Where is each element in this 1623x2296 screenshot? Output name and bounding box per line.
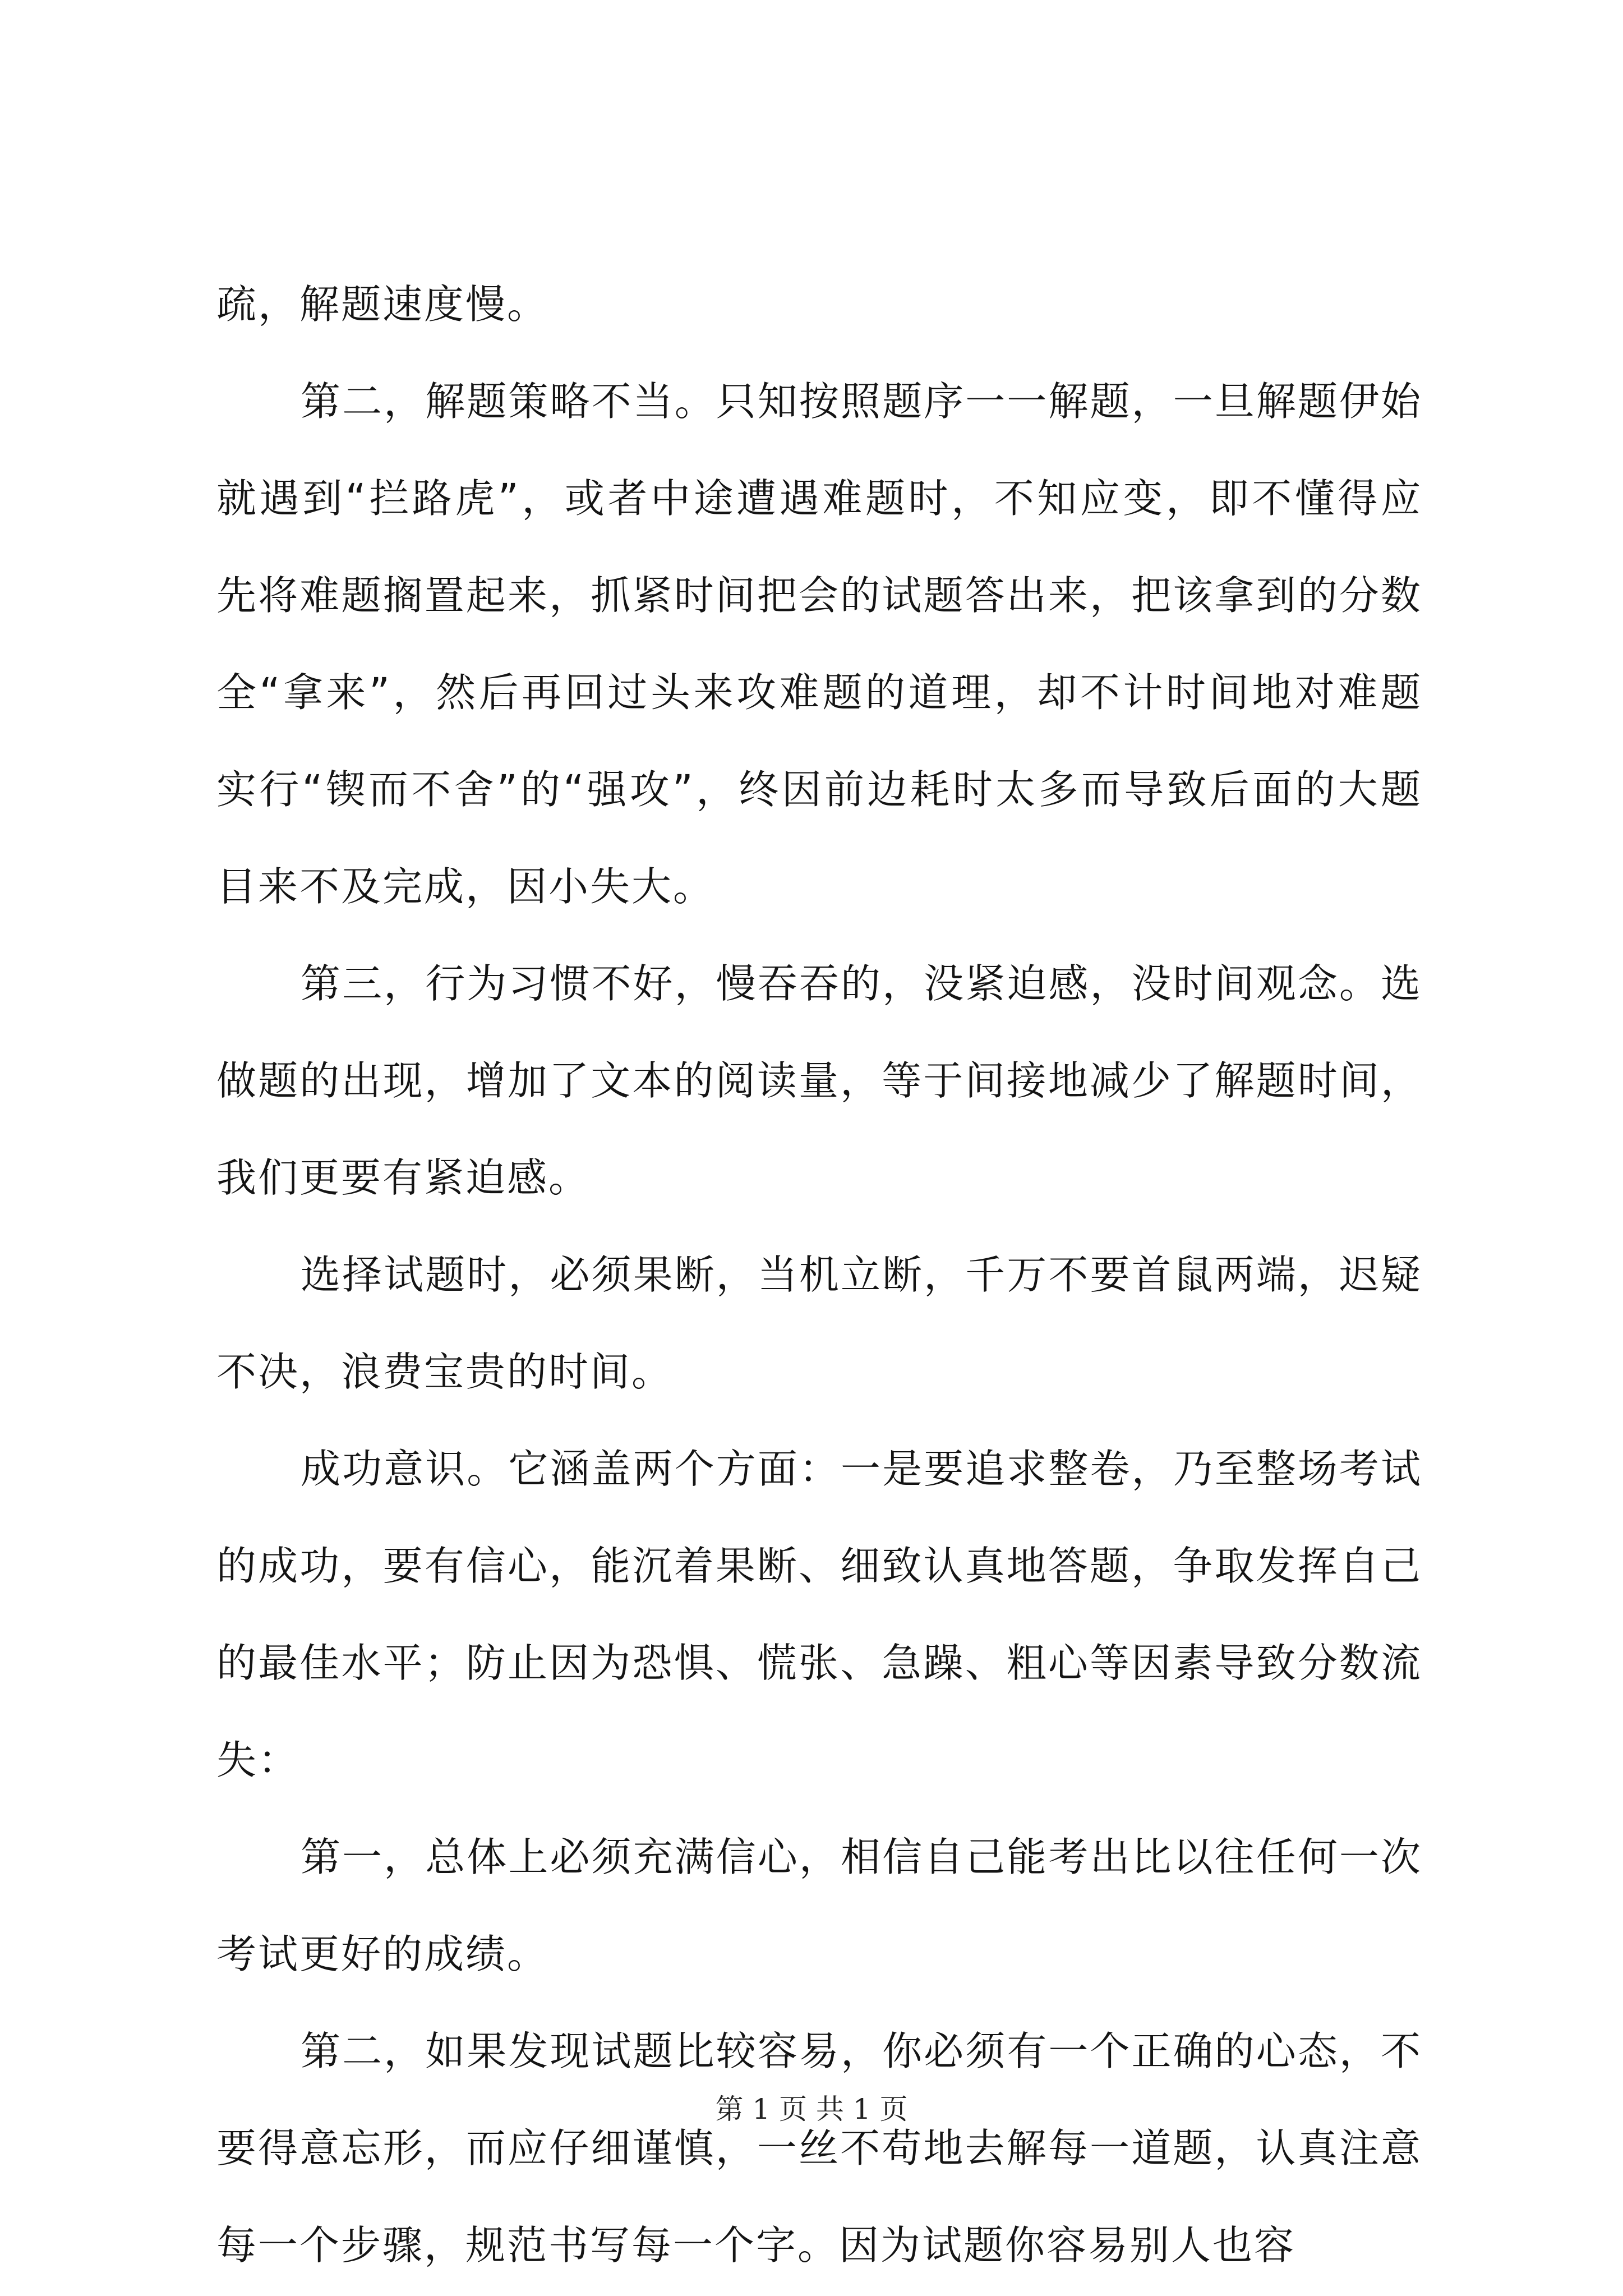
page-number-footer: 第 1 页 共 1 页 — [715, 2093, 908, 2125]
paragraph-7: 第二，如果发现试题比较容易，你必须有一个正确的心态，不要得意忘形，而应仔细谨慎，一丝不苟地去解每一道题，认真注意每一个步骤，规范书写每一个字。因为试题你容易别人也容 — [216, 2028, 1422, 2269]
paragraph-4: 选择试题时，必须果断，当机立断，千万不要首鼠两端，迟疑不决，浪费宝贵的时间。 — [216, 1251, 1422, 1395]
paragraph-6: 第一，总体上必须充满信心，相信自己能考出比以往任何一次考试更好的成绩。 — [216, 1834, 1422, 1977]
paragraph-5: 成功意识。它涵盖两个方面：一是要追求整卷，乃至整场考试的成功，要有信心，能沉着果断、细致认真地答题，争取发挥自己的最佳水平；防止因为恐惧、慌张、急躁、粗心等因素导致分数流失： — [216, 1446, 1422, 1783]
document-body — [216, 256, 1422, 2294]
paragraph-1: 疏，解题速度慢。 — [216, 281, 549, 328]
paragraph-3: 第三，行为习惯不好，慢吞吞的，没紧迫感，没时间观念。选做题的出现，增加了文本的阅读量，等于间接地减少了解题时间，我们更要有紧迫感。 — [216, 960, 1422, 1201]
paragraph-2: 第二，解题策略不当。只知按照题序一一解题，一旦解题伊始就遇到“拦路虎”，或者中途遭遇难题时，不知应变，即不懂得应先将难题搁置起来，抓紧时间把会的试题答出来，把该拿到的分数全“拿来”，然后再回过头来攻难题的道理，却不计时间地对难题实行“锲而不舍”的“强攻”，终因前边耗时太多而导致后面的大题目来不及完成，因小失大。 — [216, 378, 1422, 910]
